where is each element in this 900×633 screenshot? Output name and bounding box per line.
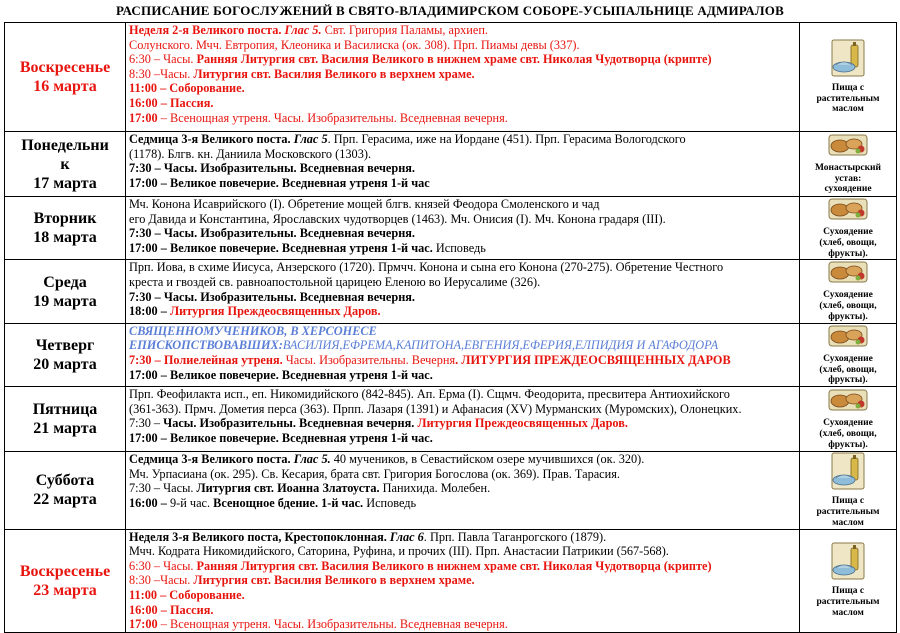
fasting-rule-cell [800,323,897,386]
fasting-rule-cell [800,529,897,632]
service-line [129,96,796,111]
service-text: – Всенощная утреня. Часы. Изобразительны. Вседневная вечерня. [157,617,508,632]
fasting-rule-label: фрукты). [828,375,868,386]
service-line [129,402,796,417]
service-text: 18:00 – [129,304,170,319]
service-text: 17:00 [129,110,158,125]
service-line [129,467,796,482]
service-line [129,260,796,275]
service-text: ВАСИЛИЯ,ЕФРЕМА,КАПИТОНА,ЕВГЕНИЯ,ЕФЕРИЯ,ЕЛПИДИЯ И АГАФОДОРА [282,338,719,353]
schedule-row [5,23,897,132]
service-text: Прп. Иова, в схиме Иисуса, Анзерского (1720). Прмчч. Конона и сына его Конона (270-275). Обретение Честного [129,260,724,275]
service-text: Солунского. Мчч. Евтропия, Клеоника и Василиска (ок. 308). Прп. Пиамы девы (337). [129,37,580,52]
service-description [126,132,800,197]
day-label: 16 марта [33,78,97,95]
service-text: Литургия Преждеосвященных Даров. [170,304,381,319]
day-label: 19 марта [33,292,97,310]
service-text: Прп. Феофилакта исп., еп. Никомидийского (842-845). Ап. Ерма (I). Сщмч. Феодорита, пресвитера Антиохийского [129,387,730,402]
schedule-row [5,387,897,452]
fasting-rule-label: Сухоядение [823,227,873,237]
service-text: 40 мучеников, в Севастийском озере мучившихся (ок. 320). [333,452,645,467]
service-text: 7:30 – Часы. Изобразительны. Вседневная вечерня. [129,226,416,241]
service-line [129,290,796,305]
fasting-rule-label: маслом [832,104,864,115]
service-line [129,67,796,82]
fasting-rule-label: (хлеб, овощи, [819,364,877,375]
day-label: Четверг [35,336,95,354]
service-text: Свт. Григория Паламы, архиеп. [324,23,488,37]
service-text: СВЯЩЕННОМУЧЕНИКОВ, В ХЕРСОНЕСЕ [129,323,377,338]
service-text: Панихида. Молебен. [382,481,491,496]
service-text: 16:00 – Пассия. [129,95,214,110]
service-text: Мч. Конона Исаврийского (I). Обретение мощей блгв. князей Феодора Смоленского и чад [129,197,600,211]
fasting-rule-label: сухоядение [824,184,872,195]
day-label: 23 марта [33,581,97,599]
service-line [129,111,796,126]
service-line [129,496,796,511]
service-line [129,212,796,227]
service-line [129,603,796,618]
page-title: РАСПИСАНИЕ БОГОСЛУЖЕНИЙ В СВЯТО-ВЛАДИМИРСКОМ СОБОРЕ-УСЫПАЛЬНИЦЕ АДМИРАЛОВ [116,3,784,18]
service-line [129,81,796,96]
day-cell [5,323,126,386]
service-line [129,353,796,368]
day-label: 20 марта [33,355,97,373]
service-text: Часы. [163,481,197,496]
service-text: 17:00 – Великое повечерие. Вседневная утреня 1-й час. [129,430,433,445]
fasting-rule-label: Сухоядение [823,353,873,364]
service-line [129,38,796,53]
service-text: 11:00 – Соборование. [129,81,245,96]
service-text: 8:30 –Часы. [129,573,194,588]
fasting-rule-label: фрукты). [828,248,868,259]
service-text: Мч. Урпасиана (ок. 295). Св. Кесария, брата свт. Григория Богослова (ок. 369). Прав. Тарасия. [129,466,620,481]
service-description [126,529,800,632]
service-text: 7:30 – Часы. Изобразительны. Вседневная вечерня. [129,161,416,176]
service-text: 7:30 – Полиелейная утреня. [129,352,286,367]
service-text: его Давида и Константина, Ярославских чудотворцев (1463). Мч. Онисия (I). Мч. Конона градаря (III). [129,211,666,226]
day-label: Понедельни [21,136,109,154]
day-cell [5,387,126,452]
schedule-row [5,323,897,386]
service-description [126,387,800,452]
service-text: Литургия свт. Василия Великого в верхнем храме. [193,573,475,588]
service-text: Мчч. Кодрата Никомидийского, Саторина, Руфина, и прочих (III). Прп. Анастасии Патрикии (567-568). [129,544,669,559]
service-text: 16:00 – [129,495,170,510]
fasting-rule-label: фрукты). [828,311,868,322]
fasting-rule-label: Пища с [831,586,865,597]
service-text: 17:00 – Великое повечерие. Вседневная утреня 1-й час. [129,240,436,255]
service-line [129,304,796,319]
fasting-rule-label: маслом [832,517,864,528]
service-text: креста и гвоздей св. равноапостольной царицею Еленою во Иерусалиме (326). [129,274,541,289]
day-label: 22 марта [33,491,97,509]
fasting-rule-label: устав: [834,173,862,184]
service-text: 17:00 – Великое повечерие. Вседневная утреня 1-й час [129,175,430,190]
service-text: . ЛИТУРГИЯ ПРЕЖДЕОСВЯЩЕННЫХ ДАРОВ [455,352,731,367]
service-text: 16:00 – Пассия. [129,602,214,617]
service-text: Исповедь [435,240,486,255]
bread-icon [807,388,889,417]
schedule-row [5,132,897,197]
fasting-rule-cell [800,260,897,323]
bread-icon [807,260,889,289]
schedule-row [5,197,897,260]
fasting-rule-cell [800,452,897,529]
service-text: 6:30 – Часы. [129,558,197,573]
fasting-rule-label: Пища с [831,496,865,507]
fish-and-oil-icon [807,542,889,585]
service-text: . Прп. Павла Таганрогского (1879). [423,529,607,544]
service-text: Часы. Изобразительны. Вечерня [285,352,456,367]
service-line [129,530,796,545]
fasting-rule-label: Сухоядение [823,290,873,301]
service-line [129,617,796,632]
service-text: Часы. Изобразительны. Вседневная вечерня. [163,416,418,431]
fasting-rule-label: (хлеб, овощи, [819,237,877,248]
service-line [129,416,796,431]
service-line [129,147,796,162]
bread-icon [807,133,889,162]
service-text: 7:30 – [129,481,164,496]
day-label: 21 марта [33,420,97,438]
day-cell [5,260,126,323]
fish-and-oil-icon [807,452,889,495]
fasting-rule-label: (хлеб, овощи, [819,301,877,312]
day-label: к [60,155,70,173]
service-text: 17:00 – Великое повечерие. Вседневная утреня 1-й час. [129,367,433,382]
schedule-row [5,260,897,323]
day-cell [5,529,126,632]
service-text: 7:30 – [129,416,164,431]
service-text: Глас 6 [389,529,424,544]
fasting-rule-label: растительным [816,506,880,517]
bread-icon [807,197,889,226]
service-line [129,275,796,290]
service-line [129,544,796,559]
service-line [129,161,796,176]
service-description [126,260,800,323]
service-line [129,176,796,191]
service-line [129,324,796,339]
service-description [126,323,800,386]
service-line [129,431,796,446]
service-line [129,452,796,467]
fasting-rule-cell [800,387,897,452]
service-line [129,52,796,67]
day-label: Воскресенье [19,59,111,76]
fasting-rule-label: маслом [832,608,864,619]
day-cell [5,452,126,529]
service-text: 8:30 –Часы. [129,66,194,81]
service-text: 9-й час. [170,495,214,510]
schedule-row [5,529,897,632]
service-text: 7:30 – Часы. Изобразительны. Вседневная вечерня. [129,289,416,304]
service-line [129,387,796,402]
schedule-row [5,452,897,529]
day-label: Среда [43,273,87,291]
service-line [129,226,796,241]
service-line [129,132,796,147]
service-text: Неделя 2-я Великого поста. [129,23,285,37]
service-line [129,23,796,38]
day-label: 17 марта [33,174,97,192]
day-label: Пятница [32,401,98,419]
service-text: Ранняя Литургия свт. Василия Великого в нижнем храме свт. Николая Чудотворца (крипте) [196,558,712,573]
service-description [126,452,800,529]
service-text: Всенощное бдение. 1-й час. [213,495,367,510]
fasting-rule-label: растительным [816,93,880,104]
service-text: Глас 5. [284,23,325,37]
fasting-rule-cell [800,197,897,260]
day-cell [5,132,126,197]
day-label: 18 марта [33,229,97,247]
fasting-rule-cell [800,132,897,197]
bread-icon [807,324,889,353]
day-cell [5,23,126,132]
service-text: Седмица 3-я Великого поста. [129,132,294,146]
service-text: . Прп. Герасима, иже на Иордане (451). Прп. Герасима Вологодского [327,132,686,146]
service-text: 11:00 – Соборование. [129,587,245,602]
service-text: Литургия Преждеосвященных Даров. [417,416,628,431]
service-text: Ранняя Литургия свт. Василия Великого в нижнем храме свт. Николая Чудотворца (крипте) [196,52,712,67]
service-text: 17:00 [129,617,158,632]
service-line [129,197,796,212]
day-label: Суббота [35,472,95,490]
service-text: (1178). Блгв. кн. Даниила Московского (1303). [129,146,372,161]
day-label: Воскресенье [19,562,111,580]
service-text: (361-363). Прмч. Дометия перса (363). Прпп. Лазаря (1391) и Афанасия (XV) Мурманских (Муромских), Олонецких. [129,401,742,416]
service-text: 6:30 – Часы. [129,52,197,67]
service-line [129,368,796,383]
service-line [129,588,796,603]
service-line [129,481,796,496]
fasting-rule-label: Монастырский [814,162,882,173]
fasting-rule-cell [800,23,897,132]
fasting-rule-label: Пища с [831,82,865,93]
day-cell [5,197,126,260]
service-text: – Всенощная утреня. Часы. Изобразительны. Вседневная вечерня. [157,110,508,125]
fasting-rule-label: фрукты). [828,439,868,450]
service-line [129,338,796,353]
service-text: Седмица 3-я Великого поста. [129,452,294,467]
service-line [129,559,796,574]
schedule-table [4,22,897,633]
service-text: ЕПИСКОПСТВОВАВШИХ: [129,338,283,353]
service-line [129,573,796,588]
service-text: Неделя 3-я Великого поста, Крестопоклонная. [129,529,390,544]
fish-and-oil-icon [807,39,889,82]
day-label: Вторник [33,210,97,228]
service-text: Литургия свт. Василия Великого в верхнем храме. [193,66,475,81]
service-line [129,241,796,256]
service-description [126,23,800,132]
service-text: Глас 5. [293,452,334,467]
service-description [126,197,800,260]
service-text: Исповедь [366,495,417,510]
fasting-rule-label: растительным [816,597,880,608]
fasting-rule-label: (хлеб, овощи, [819,428,877,439]
service-text: Литургия свт. Иоанна Златоуста. [196,481,383,496]
service-text: Глас 5 [293,132,328,146]
fasting-rule-label: Сухоядение [823,417,873,428]
